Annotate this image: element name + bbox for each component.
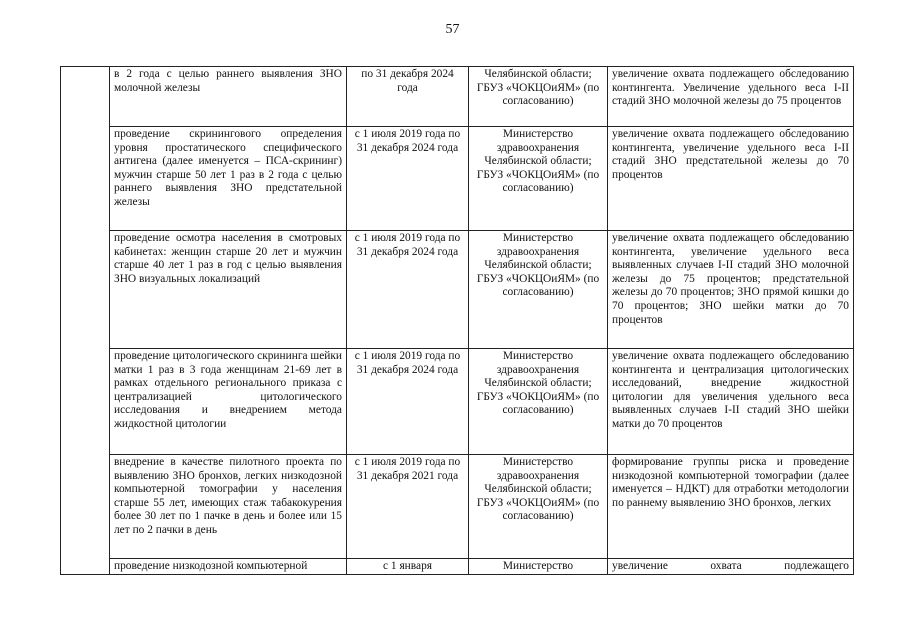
term-cell: по 31 декабря 2024 года: [347, 67, 469, 127]
term-cell: с 1 июля 2019 года по 31 декабря 2024 года: [347, 349, 469, 455]
table-row: [61, 231, 854, 349]
term-cell: с 1 января: [347, 559, 469, 575]
table-row: [61, 349, 854, 455]
page-number: 57: [445, 22, 460, 37]
table-row: [61, 67, 854, 127]
result-cell: увеличение охвата подлежащего обследованию контингента. Увеличение удельного веса I-II стадий ЗНО молочной железы до 75 процентов: [608, 67, 854, 127]
plan-table: [60, 66, 854, 575]
result-cell: увеличение охвата подлежащего обследованию контингента, увеличение удельного веса I-II стадий ЗНО предстательной железы до 70 процентов: [608, 127, 854, 231]
activity-cell: проведение скринингового определения уровня простатического специфического антигена (далее именуется – ПСА-скрининг) мужчин старше 50 лет 1 раз в 2 года с целью раннего выявления ЗНО предстательной железы: [110, 127, 347, 231]
responsible-cell: Министерство: [469, 559, 608, 575]
activity-cell: проведение низкодозной компьютерной: [110, 559, 347, 575]
responsible-cell: Министерство здравоохранения Челябинской области; ГБУЗ «ЧОКЦОиЯМ» (по согласованию): [469, 127, 608, 231]
result-cell: увеличение охвата подлежащего обследованию контингента и централизация цитологических исследований, внедрение жидкостной цитологии для увеличения удельного веса выявленных случаев I-II стадий ЗНО шейки матки до 70 процентов: [608, 349, 854, 455]
activity-cell: в 2 года с целью раннего выявления ЗНО молочной железы: [110, 67, 347, 127]
responsible-cell: Министерство здравоохранения Челябинской области; ГБУЗ «ЧОКЦОиЯМ» (по согласованию): [469, 349, 608, 455]
table-row: [61, 455, 854, 559]
term-cell: с 1 июля 2019 года по 31 декабря 2024 года: [347, 231, 469, 349]
term-cell: с 1 июля 2019 года по 31 декабря 2024 года: [347, 127, 469, 231]
activity-cell: проведение цитологического скрининга шейки матки 1 раз в 3 года женщинам 21-69 лет в рамках отдельного регионального приказа с централизацией цитологического исследования и внедрением метода жидкостной цитологии: [110, 349, 347, 455]
term-cell: с 1 июля 2019 года по 31 декабря 2021 года: [347, 455, 469, 559]
activity-cell: внедрение в качестве пилотного проекта по выявлению ЗНО бронхов, легких низкодозной компьютерной томографии у населения старше 55 лет, имеющих стаж табакокурения более 30 лет по 1 пачке в день и более или 15 лет по 2 пачки в день: [110, 455, 347, 559]
activity-cell: проведение осмотра населения в смотровых кабинетах: женщин старше 20 лет и мужчин старше 40 лет 1 раз в год с целью выявления ЗНО визуальных локализаций: [110, 231, 347, 349]
result-cell: формирование группы риска и проведение низкодозной компьютерной томографии (далее именуется – НДКТ) для отработки методологии по раннему выявлению ЗНО бронхов, легких: [608, 455, 854, 559]
table-row: [61, 559, 854, 575]
number-column-cell: [61, 67, 110, 575]
result-cell: увеличение охвата подлежащего обследованию контингента, увеличение удельного веса выявленных случаев I-II стадий ЗНО молочной железы до 75 процентов; предстательной железы до 70 процентов; ЗНО прямой кишки до 70 процентов; ЗНО шейки матки до 70 процентов: [608, 231, 854, 349]
responsible-cell: Министерство здравоохранения Челябинской области; ГБУЗ «ЧОКЦОиЯМ» (по согласованию): [469, 231, 608, 349]
table-row: [61, 127, 854, 231]
responsible-cell: Челябинской области; ГБУЗ «ЧОКЦОиЯМ» (по согласованию): [469, 67, 608, 127]
result-cell: увеличение охвата подлежащего: [608, 559, 854, 575]
responsible-cell: Министерство здравоохранения Челябинской области; ГБУЗ «ЧОКЦОиЯМ» (по согласованию): [469, 455, 608, 559]
